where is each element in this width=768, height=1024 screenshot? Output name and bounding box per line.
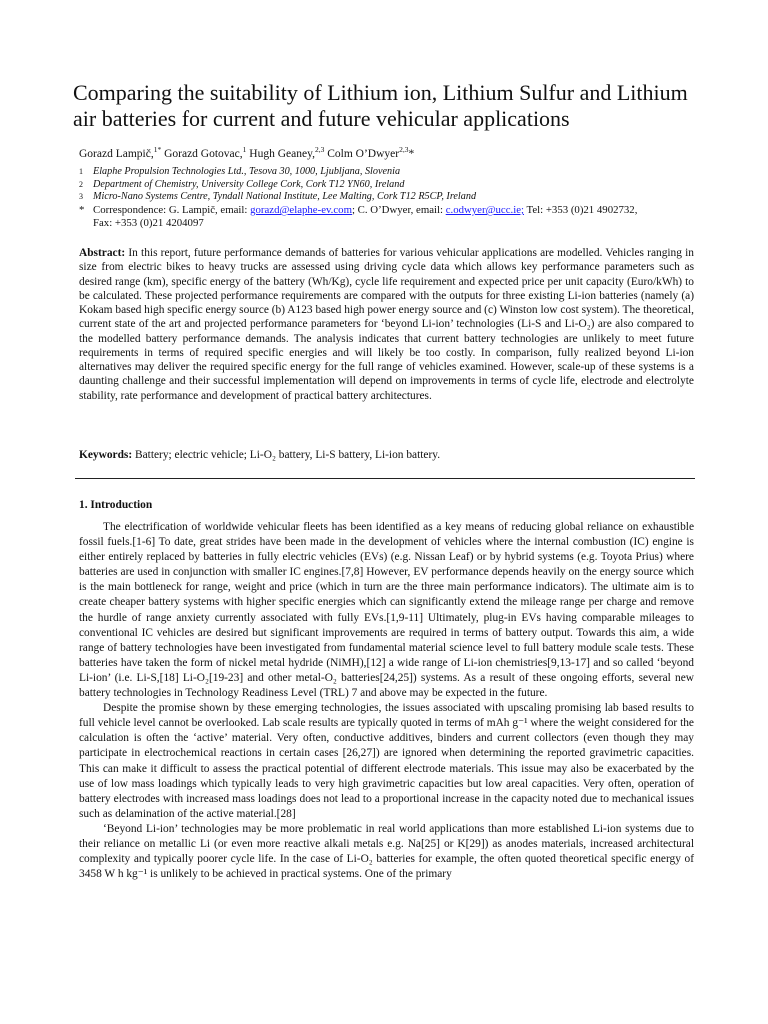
paper-title: Comparing the suitability of Lithium ion, Lithium Sulfur and Lithium air batteries for current and future vehicular applications [73,80,688,131]
affiliation-number: 1 [79,167,83,176]
author-list [79,143,414,161]
correspondence-block [79,204,719,230]
keywords-label: Keywords: [79,449,133,461]
section-heading: 1. Introduction [79,499,153,511]
author-affiliation-mark: 1* [153,145,162,154]
correspondence-fax: Fax: +353 (0)21 4204097 [93,217,204,230]
author-name: Gorazd Lampič, [79,147,154,160]
affiliation-number: 3 [79,192,83,202]
body-paragraph: The electrification of worldwide vehicular fleets has been identified as a key means of reducing global reliance on exhaustible fossil fuels.[1-6] To date, great strides have been made in the development of vehicles where the internal combustion (IC) engine is either entirely replaced by batteries in fully electric vehicles (EVs) (e.g. Nissan Leaf) or by hybrid systems (e.g. Toyota Prius) where batteries are used in conjunction with smaller IC engines.[7,8] However, EV performance depends heavily on the energy source which is the main bottleneck for range, weight and price (which in turn are the three main performance indicators). The ultimate aim is to create cheaper battery systems with higher specific energies which can significantly extend the mileage range per charge and remove the hurdle of range anxiety currently associated with fully EVs.[1,9-11] Ultimately, plug-in EVs having comparable mileages to conventional IC vehicles are desired but significant improvements are required in terms of battery output. Towards this aim, a wide range of battery technologies have been investigated from fundamental material science level to full battery module scale tests. These batteries have taken the form of nickel metal hydride (NiMH),[12] a wide range of Li-ion chemistries[9,13-17] and so called ‘beyond Li-ion’ (i.e. Li-S,[18] Li-O₂[19-23] and other metal-O₂ batteries[24,25]) systems. As a result of these ongoing efforts, several new battery technologies in Technology Readiness Level (TRL) 7 and above may be expected in the future. [79,521,694,700]
author-separator: * [408,147,415,160]
correspondence-marker: * [79,204,85,216]
correspondence-row [79,204,719,230]
author-name: Gorazd Gotovac, [164,147,243,160]
affiliation-text: Micro-Nano Systems Centre, Tyndall National Institute, Lee Malting, Cork T12 R5CP, Ireland [93,191,477,203]
correspondence-text [93,204,637,230]
affiliation-text: Department of Chemistry, University College Cork, Cork T12 YN60, Ireland [93,178,405,190]
abstract [79,246,694,403]
section-divider [75,478,695,479]
section-body [79,520,694,882]
author-name: Hugh Geaney, [249,147,315,160]
author-affiliation-mark: 1 [242,145,247,154]
author-affiliation-mark: 2,3 [399,145,409,154]
affiliation-text: Elaphe Propulsion Technologies Ltd., Tesova 30, 1000, Ljubljana, Slovenia [93,166,401,177]
body-paragraph: ‘Beyond Li-ion’ technologies may be more problematic in real world applications than more established Li-ion systems due to their reliance on metallic Li (or even more reactive alkali metals e.g. Na[25] or K[29]) as anodes materials, increased architectural complexity and typically poorer cycle life. In the case of Li-O₂ batteries for example, the often quoted theoretical specific energy of 3458 W h kg⁻¹ is unlikely to be achieved in practical systems. One of the primary [79,822,694,881]
affiliation-list [79,166,719,204]
correspondence-phone: Tel: +353 (0)21 4902732, [524,204,638,216]
keywords [79,448,694,462]
abstract-label: Abstract: [79,247,126,259]
abstract-text: In this report, future performance demands of batteries for various vehicular applications are modelled. Vehicles ranging in size from electric bikes to heavy trucks are assessed using driving cycle data which allows key performance parameters such as desired range (km), specific energy of the battery (Wh/Kg), cycle life requirement and expected price per unit capacity (Euro/kWh) to be calculated. These projected performance requirements are compared with the outputs for three existing Li-ion batteries (namely (a) Kokam based high specific energy source (b) A123 based high power energy source and (c) Winston low cost system). The theoretical, current state of the art and projected performance parameters for ‘beyond Li-ion’ technologies (Li-S and Li-O₂) are also compared to the modelled battery performance demands. The analysis indicates that current battery technologies are unlikely to meet future requirements in terms of required specific energies and will likely be too costly. In comparison, fully realized beyond Li-ion alternatives may deliver the required specific energy for the full range of vehicles examined. However, scale-up of these systems is a daunting challenge and their successful implementation will depend on improvements in terms of cycle life, electrode and electrolyte stability, rate performance and development of practical battery architectures. [79,247,694,402]
affiliation-item [79,179,719,192]
author-name: Colm O’Dwyer [327,147,400,160]
body-paragraph: Despite the promise shown by these emerging technologies, the issues associated with upscaling promising lab based results to full vehicle level cannot be overlooked. Lab scale results are typically quoted in terms of mAh g⁻¹ where the weight considered for the calculation is often the ‘active’ material. Very often, conductive additives, binders and current collectors (even though they may participate in electrochemical reactions in certain cases [26,27]) are ignored when determining the reported gravimetric capacities. This can make it difficult to assess the practical potential of different electrode materials. This issue may also be exacerbated by the use of low mass loadings which typically leads to very high gravimetric capacities but low areal capacities. Very often, operation of battery electrodes with increased mass loadings does not lead to a proportional increase in the capacity noted due to mechanical issues such as delamination of the active material.[28] [79,702,694,820]
correspondence-lead: Correspondence: G. Lampič, email: [93,204,251,216]
author-affiliation-mark: 2,3 [314,145,325,154]
affiliation-number: 2 [79,179,83,189]
affiliation-item [79,166,719,179]
email-link-lampic[interactable]: gorazd@elaphe-ev.com [250,204,352,216]
email-link-odwyer[interactable]: c.odwyer@ucc.ie; [445,204,524,216]
correspondence-mid: ; C. O’Dwyer, email: [351,204,446,216]
keywords-text: Battery; electric vehicle; Li-O₂ battery, Li-S battery, Li-ion battery. [132,449,441,461]
affiliation-item [79,191,719,204]
